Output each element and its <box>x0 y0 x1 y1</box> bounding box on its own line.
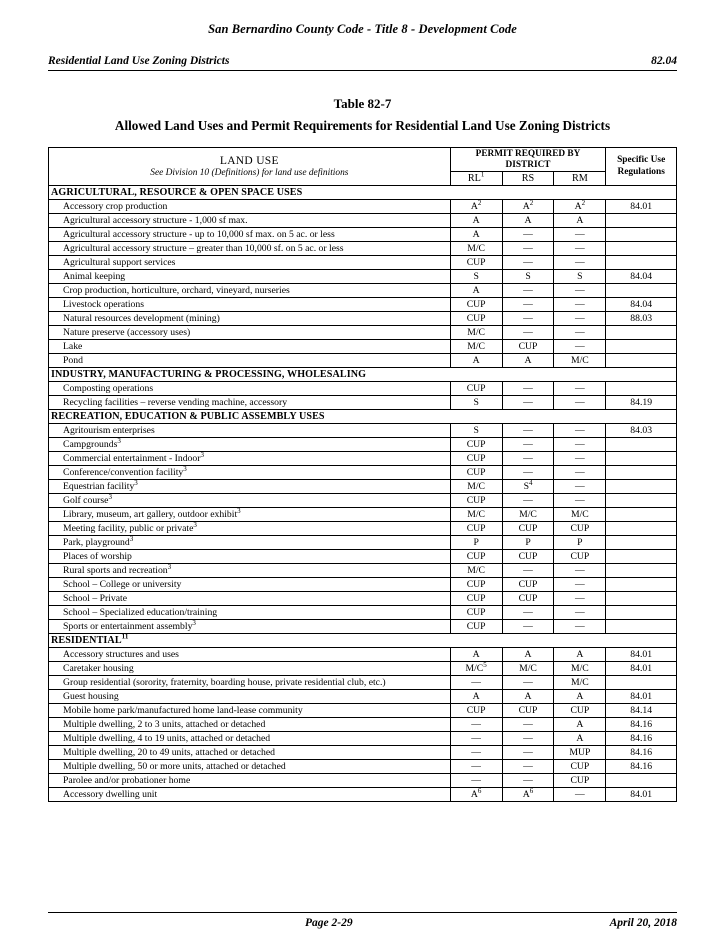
cell-rl: — <box>450 676 502 690</box>
cell-use-name: Crop production, horticulture, orchard, vineyard, nurseries <box>49 284 451 298</box>
cell-rm: CUP <box>554 522 606 536</box>
table-row <box>49 438 677 452</box>
cell-rl: CUP <box>450 312 502 326</box>
cell-rs: — <box>502 718 554 732</box>
running-header-left: Residential Land Use Zoning Districts <box>48 55 230 67</box>
cell-rl: — <box>450 718 502 732</box>
cell-rm: A <box>554 718 606 732</box>
cell-rl: CUP <box>450 704 502 718</box>
page-number: Page 2-29 <box>304 917 353 929</box>
cell-rs: — <box>502 774 554 788</box>
cell-use-name: Agricultural accessory structure - up to 10,000 sf max. on 5 ac. or less <box>49 228 451 242</box>
cell-rm: — <box>554 382 606 396</box>
cell-rl: CUP <box>450 466 502 480</box>
cell-rl: S <box>450 270 502 284</box>
cell-rm: — <box>554 592 606 606</box>
cell-rs: — <box>502 494 554 508</box>
allowed-land-uses-table <box>48 147 677 802</box>
cell-rl: S <box>450 396 502 410</box>
cell-rm: — <box>554 438 606 452</box>
cell-use-name: Multiple dwelling, 20 to 49 units, attached or detached <box>49 746 451 760</box>
cell-specific-use-regulations: 84.14 <box>606 704 677 718</box>
table-row <box>49 746 677 760</box>
cell-specific-use-regulations <box>606 452 677 466</box>
cell-specific-use-regulations: 84.04 <box>606 270 677 284</box>
cell-rl: CUP <box>450 256 502 270</box>
cell-use-name: Mobile home park/manufactured home land-lease community <box>49 704 451 718</box>
cell-rl: M/C <box>450 340 502 354</box>
table-row <box>49 270 677 284</box>
table-row <box>49 298 677 312</box>
cell-rs: — <box>502 620 554 634</box>
cell-rm: A <box>554 648 606 662</box>
cell-specific-use-regulations: 84.04 <box>606 298 677 312</box>
column-header-district-1: $RL^1$ <box>450 172 502 186</box>
cell-rs: — <box>502 606 554 620</box>
cell-specific-use-regulations <box>606 242 677 256</box>
cell-rm: — <box>554 312 606 326</box>
cell-rs: A <box>502 354 554 368</box>
cell-specific-use-regulations <box>606 606 677 620</box>
cell-rs: $S^4$ <box>502 480 554 494</box>
cell-use-name: Equestrian facility$^3$ <box>49 480 451 494</box>
cell-specific-use-regulations <box>606 578 677 592</box>
cell-rm: M/C <box>554 508 606 522</box>
cell-rl: A <box>450 648 502 662</box>
cell-use-name: Natural resources development (mining) <box>49 312 451 326</box>
cell-rl: $M/C^5$ <box>450 662 502 676</box>
cell-rl: M/C <box>450 326 502 340</box>
cell-rs: CUP <box>502 340 554 354</box>
cell-rl: A <box>450 228 502 242</box>
cell-specific-use-regulations: 84.16 <box>606 746 677 760</box>
cell-rl: CUP <box>450 578 502 592</box>
table-number: Table 82-7 <box>333 96 392 111</box>
cell-rl: M/C <box>450 242 502 256</box>
cell-specific-use-regulations <box>606 620 677 634</box>
cell-specific-use-regulations: 84.16 <box>606 760 677 774</box>
table-row <box>49 578 677 592</box>
table-row <box>49 284 677 298</box>
table-row <box>49 606 677 620</box>
cell-rl: CUP <box>450 452 502 466</box>
cell-rs: A <box>502 690 554 704</box>
cell-rs: — <box>502 452 554 466</box>
table-row <box>49 592 677 606</box>
cell-rl: $A^6$ <box>450 788 502 802</box>
page-footer <box>48 912 677 929</box>
table-section-row <box>49 634 677 648</box>
cell-rl: A <box>450 354 502 368</box>
cell-rm: A <box>554 732 606 746</box>
cell-use-name: School – Specialized education/training <box>49 606 451 620</box>
cell-rs: — <box>502 326 554 340</box>
cell-rl: $A^2$ <box>450 200 502 214</box>
cell-specific-use-regulations <box>606 592 677 606</box>
cell-rm: P <box>554 536 606 550</box>
section-label: RESIDENTIAL$^{11}$ <box>49 634 677 648</box>
cell-use-name: Composting operations <box>49 382 451 396</box>
table-row <box>49 200 677 214</box>
cell-rs: M/C <box>502 662 554 676</box>
cell-rl: CUP <box>450 550 502 564</box>
cell-rl: CUP <box>450 620 502 634</box>
cell-use-name: Accessory dwelling unit <box>49 788 451 802</box>
cell-rm: A <box>554 690 606 704</box>
table-row <box>49 788 677 802</box>
column-header-district-2: RS <box>502 172 554 186</box>
cell-rm: — <box>554 340 606 354</box>
cell-rs: A <box>502 648 554 662</box>
table-row <box>49 774 677 788</box>
table-row <box>49 648 677 662</box>
cell-rs: M/C <box>502 508 554 522</box>
cell-rl: A <box>450 284 502 298</box>
cell-specific-use-regulations <box>606 564 677 578</box>
table-row <box>49 760 677 774</box>
cell-rs: — <box>502 676 554 690</box>
cell-use-name: Library, museum, art gallery, outdoor exhibit$^3$ <box>49 508 451 522</box>
cell-rm: S <box>554 270 606 284</box>
table-section-row <box>49 410 677 424</box>
cell-rs: — <box>502 746 554 760</box>
cell-rm: — <box>554 564 606 578</box>
table-row <box>49 676 677 690</box>
cell-use-name: Accessory structures and uses <box>49 648 451 662</box>
column-header-specific-use-regulations: Specific Use Regulations <box>606 147 677 185</box>
cell-use-name: Guest housing <box>49 690 451 704</box>
cell-specific-use-regulations <box>606 354 677 368</box>
cell-rm: CUP <box>554 704 606 718</box>
cell-rm: CUP <box>554 774 606 788</box>
cell-rs: — <box>502 564 554 578</box>
cell-rs: — <box>502 298 554 312</box>
cell-rl: — <box>450 746 502 760</box>
cell-rm: — <box>554 606 606 620</box>
table-row <box>49 564 677 578</box>
cell-specific-use-regulations <box>606 480 677 494</box>
cell-specific-use-regulations <box>606 494 677 508</box>
cell-rs: P <box>502 536 554 550</box>
cell-use-name: Commercial entertainment - Indoor$^3$ <box>49 452 451 466</box>
cell-use-name: Nature preserve (accessory uses) <box>49 326 451 340</box>
cell-rs: — <box>502 732 554 746</box>
cell-rm: — <box>554 284 606 298</box>
cell-specific-use-regulations: 84.16 <box>606 732 677 746</box>
cell-specific-use-regulations <box>606 774 677 788</box>
cell-rm: CUP <box>554 760 606 774</box>
cell-rl: CUP <box>450 606 502 620</box>
cell-use-name: Meeting facility, public or private$^3$ <box>49 522 451 536</box>
table-row <box>49 522 677 536</box>
column-header-land-use: LAND USE See Division 10 (Definitions) for land use definitions <box>49 147 451 185</box>
cell-rl: M/C <box>450 480 502 494</box>
cell-rl: — <box>450 774 502 788</box>
cell-specific-use-regulations <box>606 382 677 396</box>
cell-rm: M/C <box>554 354 606 368</box>
cell-rl: S <box>450 424 502 438</box>
header-divider <box>48 70 677 71</box>
cell-rm: — <box>554 424 606 438</box>
cell-rm: — <box>554 228 606 242</box>
footer-date: April 20, 2018 <box>609 917 677 929</box>
document-title: San Bernardino County Code - Title 8 - Development Code <box>208 22 517 36</box>
cell-specific-use-regulations <box>606 340 677 354</box>
cell-rl: M/C <box>450 508 502 522</box>
table-row <box>49 466 677 480</box>
cell-rs: CUP <box>502 704 554 718</box>
cell-rm: — <box>554 620 606 634</box>
cell-rm: — <box>554 298 606 312</box>
table-row <box>49 326 677 340</box>
cell-specific-use-regulations: 84.01 <box>606 788 677 802</box>
table-row <box>49 452 677 466</box>
cell-rs: S <box>502 270 554 284</box>
cell-rm: — <box>554 480 606 494</box>
cell-use-name: Multiple dwelling, 2 to 3 units, attached or detached <box>49 718 451 732</box>
cell-rm: — <box>554 326 606 340</box>
cell-use-name: Campgrounds$^3$ <box>49 438 451 452</box>
cell-use-name: Conference/convention facility$^3$ <box>49 466 451 480</box>
cell-specific-use-regulations: 84.19 <box>606 396 677 410</box>
cell-rm: — <box>554 578 606 592</box>
cell-rs: — <box>502 228 554 242</box>
cell-specific-use-regulations <box>606 550 677 564</box>
cell-specific-use-regulations <box>606 508 677 522</box>
cell-rs: CUP <box>502 592 554 606</box>
cell-rs: — <box>502 424 554 438</box>
table-row <box>49 424 677 438</box>
table-title <box>48 95 677 135</box>
cell-specific-use-regulations: 84.03 <box>606 424 677 438</box>
cell-use-name: School – College or university <box>49 578 451 592</box>
cell-use-name: Park, playground$^3$ <box>49 536 451 550</box>
cell-specific-use-regulations <box>606 536 677 550</box>
cell-rs: — <box>502 438 554 452</box>
cell-specific-use-regulations <box>606 438 677 452</box>
cell-rs: CUP <box>502 550 554 564</box>
cell-rs: — <box>502 312 554 326</box>
cell-use-name: Pond <box>49 354 451 368</box>
running-header-right: 82.04 <box>651 55 677 67</box>
running-header <box>48 55 677 67</box>
cell-use-name: Group residential (sorority, fraternity, boarding house, private residential club, etc.) <box>49 676 451 690</box>
table-row <box>49 354 677 368</box>
cell-use-name: Golf course$^3$ <box>49 494 451 508</box>
cell-use-name: Multiple dwelling, 50 or more units, attached or detached <box>49 760 451 774</box>
cell-specific-use-regulations <box>606 676 677 690</box>
cell-rs: — <box>502 760 554 774</box>
table-row <box>49 732 677 746</box>
cell-use-name: Lake <box>49 340 451 354</box>
table-row <box>49 620 677 634</box>
table-row <box>49 480 677 494</box>
cell-rs: CUP <box>502 578 554 592</box>
table-section-row <box>49 186 677 200</box>
cell-use-name: Parolee and/or probationer home <box>49 774 451 788</box>
table-row <box>49 256 677 270</box>
cell-rm: M/C <box>554 676 606 690</box>
table-row <box>49 704 677 718</box>
cell-use-name: Places of worship <box>49 550 451 564</box>
cell-rm: — <box>554 466 606 480</box>
footer-divider <box>48 912 677 913</box>
table-row <box>49 690 677 704</box>
cell-rm: — <box>554 396 606 410</box>
cell-rs: — <box>502 256 554 270</box>
cell-rl: P <box>450 536 502 550</box>
cell-rl: A <box>450 214 502 228</box>
cell-specific-use-regulations <box>606 326 677 340</box>
cell-specific-use-regulations: 84.01 <box>606 690 677 704</box>
column-header-permit-required: PERMIT REQUIRED BY DISTRICT <box>450 147 606 171</box>
cell-rm: A <box>554 214 606 228</box>
table-row <box>49 550 677 564</box>
cell-specific-use-regulations: 84.01 <box>606 662 677 676</box>
cell-specific-use-regulations: 84.01 <box>606 648 677 662</box>
cell-use-name: Accessory crop production <box>49 200 451 214</box>
cell-rs: — <box>502 396 554 410</box>
cell-rs: — <box>502 466 554 480</box>
table-section-row <box>49 368 677 382</box>
cell-rl: M/C <box>450 564 502 578</box>
cell-rm: — <box>554 452 606 466</box>
table-caption: Allowed Land Uses and Permit Requirements for Residential Land Use Zoning Districts <box>114 117 611 133</box>
table-row <box>49 340 677 354</box>
cell-rl: CUP <box>450 494 502 508</box>
cell-specific-use-regulations: 84.01 <box>606 200 677 214</box>
cell-specific-use-regulations: 88.03 <box>606 312 677 326</box>
cell-use-name: Multiple dwelling, 4 to 19 units, attached or detached <box>49 732 451 746</box>
cell-rs: CUP <box>502 522 554 536</box>
cell-rs: A <box>502 214 554 228</box>
table-row <box>49 382 677 396</box>
cell-specific-use-regulations <box>606 228 677 242</box>
section-label: INDUSTRY, MANUFACTURING & PROCESSING, WHOLESALING <box>49 368 677 382</box>
cell-rm: — <box>554 788 606 802</box>
cell-rm: — <box>554 494 606 508</box>
section-label: RECREATION, EDUCATION & PUBLIC ASSEMBLY USES <box>49 410 677 424</box>
table-row <box>49 396 677 410</box>
cell-rm: M/C <box>554 662 606 676</box>
table-row <box>49 494 677 508</box>
cell-rm: CUP <box>554 550 606 564</box>
cell-specific-use-regulations <box>606 466 677 480</box>
cell-rl: CUP <box>450 382 502 396</box>
cell-rs: — <box>502 382 554 396</box>
cell-specific-use-regulations <box>606 256 677 270</box>
table-row <box>49 536 677 550</box>
cell-rl: CUP <box>450 298 502 312</box>
cell-rs: $A^2$ <box>502 200 554 214</box>
cell-rl: — <box>450 760 502 774</box>
cell-rl: CUP <box>450 522 502 536</box>
cell-rl: — <box>450 732 502 746</box>
cell-use-name: Agricultural support services <box>49 256 451 270</box>
cell-use-name: Agritourism enterprises <box>49 424 451 438</box>
cell-use-name: School – Private <box>49 592 451 606</box>
cell-use-name: Rural sports and recreation$^3$ <box>49 564 451 578</box>
cell-rm: $A^2$ <box>554 200 606 214</box>
cell-rl: CUP <box>450 438 502 452</box>
table-row <box>49 662 677 676</box>
cell-use-name: Agricultural accessory structure – greater than 10,000 sf. on 5 ac. or less <box>49 242 451 256</box>
cell-rs: $A^6$ <box>502 788 554 802</box>
cell-specific-use-regulations <box>606 284 677 298</box>
cell-use-name: Sports or entertainment assembly$^3$ <box>49 620 451 634</box>
cell-use-name: Recycling facilities – reverse vending machine, accessory <box>49 396 451 410</box>
cell-rm: — <box>554 256 606 270</box>
table-row <box>49 718 677 732</box>
cell-use-name: Animal keeping <box>49 270 451 284</box>
cell-rs: — <box>502 242 554 256</box>
cell-rl: CUP <box>450 592 502 606</box>
cell-specific-use-regulations: 84.16 <box>606 718 677 732</box>
table-header-row <box>49 147 677 171</box>
cell-rs: — <box>502 284 554 298</box>
section-label: AGRICULTURAL, RESOURCE & OPEN SPACE USES <box>49 186 677 200</box>
cell-rm: MUP <box>554 746 606 760</box>
cell-use-name: Livestock operations <box>49 298 451 312</box>
column-header-district-3: RM <box>554 172 606 186</box>
cell-use-name: Agricultural accessory structure - 1,000 sf max. <box>49 214 451 228</box>
table-row <box>49 508 677 522</box>
table-row <box>49 214 677 228</box>
cell-use-name: Caretaker housing <box>49 662 451 676</box>
cell-rl: A <box>450 690 502 704</box>
cell-specific-use-regulations <box>606 522 677 536</box>
table-row <box>49 228 677 242</box>
table-row <box>49 312 677 326</box>
cell-specific-use-regulations <box>606 214 677 228</box>
table-row <box>49 242 677 256</box>
cell-rm: — <box>554 242 606 256</box>
